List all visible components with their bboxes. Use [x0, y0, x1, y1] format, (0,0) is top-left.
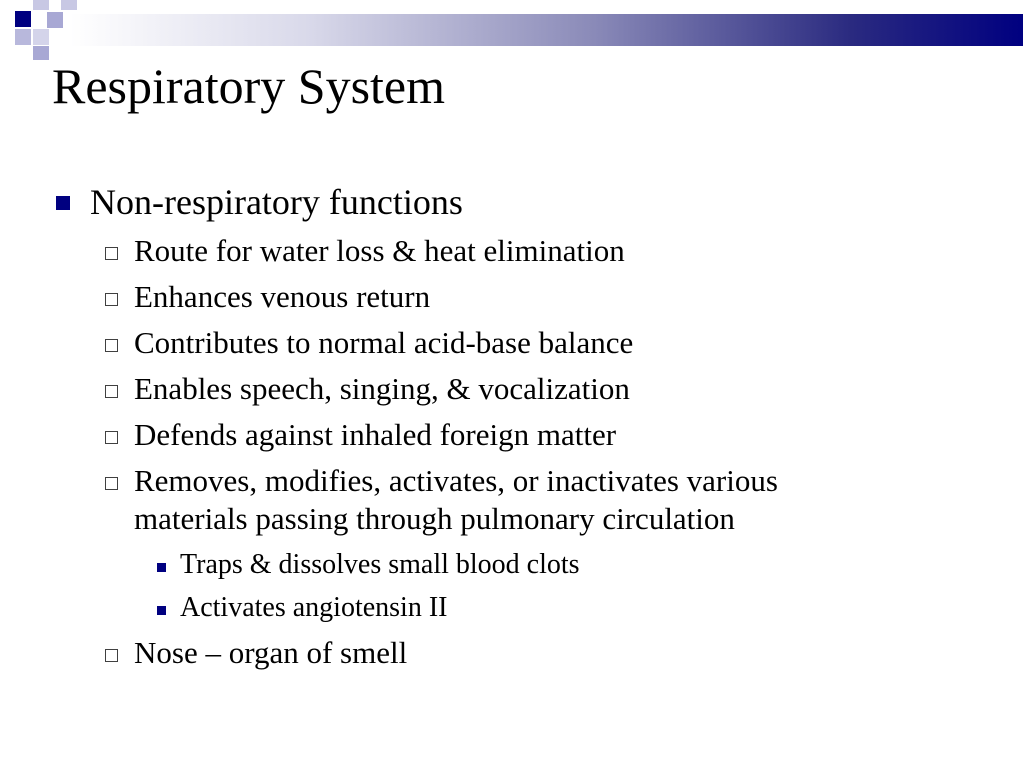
- hollow-square-bullet-icon: [105, 293, 118, 306]
- square-bullet-icon: [56, 196, 70, 210]
- hollow-square-bullet-icon: [105, 649, 118, 662]
- corner-square-light: [15, 29, 31, 45]
- hollow-square-bullet-icon: [105, 477, 118, 490]
- hollow-square-bullet-icon: [105, 431, 118, 444]
- sub-bullet-text: Nose – organ of smell: [134, 635, 408, 670]
- hollow-square-bullet-icon: [105, 339, 118, 352]
- hollow-square-bullet-icon: [105, 247, 118, 260]
- corner-square-light: [47, 12, 63, 28]
- sub-bullet-text: Removes, modifies, activates, or inactivates various: [134, 463, 778, 498]
- header-gradient-bar: [70, 14, 1023, 46]
- corner-square-light: [33, 0, 49, 10]
- hollow-square-bullet-icon: [105, 385, 118, 398]
- nested-bullet-text: Activates angiotensin II: [180, 592, 448, 623]
- sub-bullet-text: Enhances venous return: [134, 279, 431, 314]
- sub-bullet-text: Enables speech, singing, & vocalization: [134, 371, 630, 406]
- corner-square-light: [33, 46, 49, 60]
- nested-bullet-text: Traps & dissolves small blood clots: [180, 549, 580, 580]
- corner-square-light: [61, 0, 77, 10]
- slide-title: Respiratory System: [52, 58, 446, 114]
- sub-bullet-text: Contributes to normal acid-base balance: [134, 325, 634, 360]
- corner-square-dark: [15, 11, 31, 27]
- corner-square-light: [33, 29, 49, 45]
- main-bullet-text: Non-respiratory functions: [90, 182, 463, 222]
- sub-bullet-text: Defends against inhaled foreign matter: [134, 417, 617, 452]
- small-square-bullet-icon: [157, 606, 166, 615]
- sub-bullet-text-continuation: materials passing through pulmonary circulation: [134, 501, 735, 536]
- sub-bullet-text: Route for water loss & heat elimination: [134, 233, 625, 268]
- corner-decoration: [0, 0, 80, 62]
- small-square-bullet-icon: [157, 563, 166, 572]
